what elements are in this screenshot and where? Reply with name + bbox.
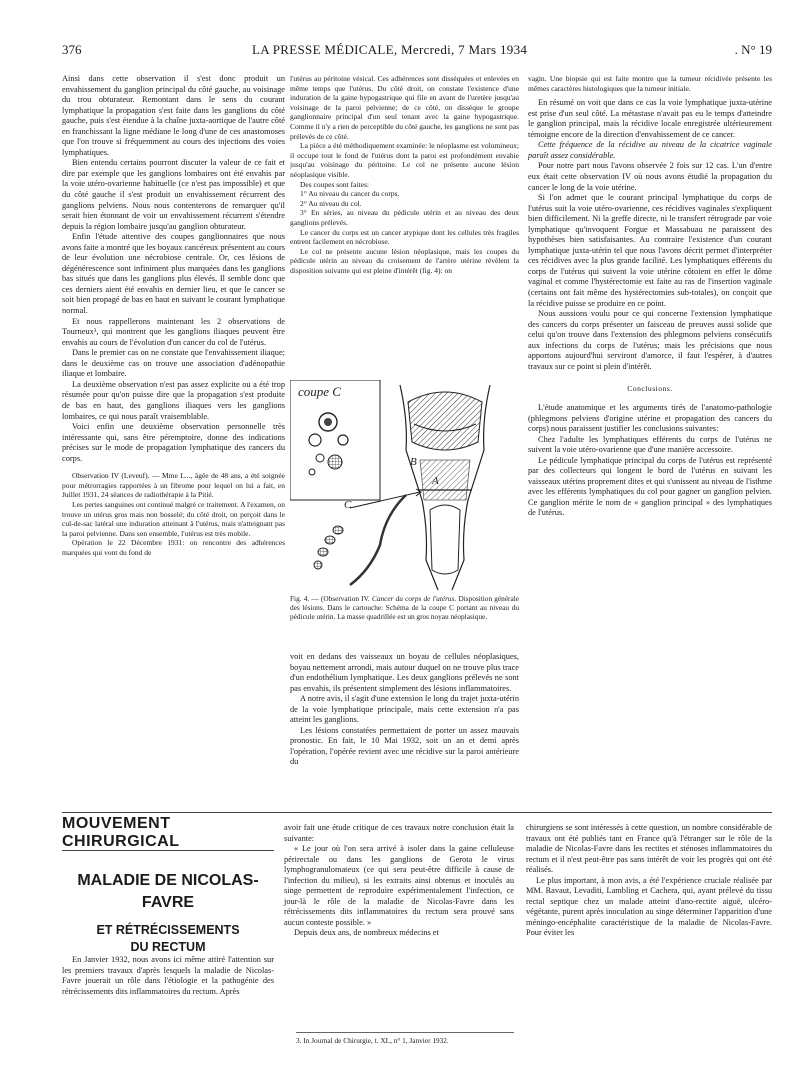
paragraph: avoir fait une étude critique de ces travaux notre conclusion était la suivante: xyxy=(284,823,514,843)
paragraph: Opération le 22 Décembre 1931: on rencontre des adhérences marquées qui vont du fond de xyxy=(62,538,285,557)
column-2 xyxy=(290,74,519,275)
paragraph: Et nous rappellerons maintenant les 2 observations de Tourneux³, qui montrent que les ganglions iliaques peuvent être envahis au cours de l'évolution d'un cancer du col de l'utérus. xyxy=(62,316,285,347)
paragraph: Le pédicule lymphatique principal du corps de l'utérus est représenté par des collecteurs qui longent le bord de l'utérus en suivant les vaisseaux utérins proprement dites et qui s'unissent au niveau de l'isthme avec les efférents lymphatiques du col pour gagner un ganglion pelvien. Ce ganglion mérite le nom de « ganglion principal » des lymphatiques de l'utérus. xyxy=(528,455,772,518)
paragraph: chirurgiens se sont intéressés à cette question, un nombre considérable de travaux ont été publiés tant en France qu'à l'étranger sur le rôle de la maladie de Nicolas-Favre dans les rectites et sténoses inflammatoires du rectum et il n'est peut-être pas sans intérêt de voir les progrès qui ont été réalisés. xyxy=(526,823,772,875)
journal-title: LA PRESSE MÉDICALE, Mercredi, 7 Mars 1934 xyxy=(252,42,528,57)
article-subtitle-2: DU RECTUM xyxy=(130,940,206,954)
label-b: B xyxy=(410,456,417,468)
paragraph: Le col ne présente aucune lésion néoplasique, mais les coupes du pédicule utérin au niveau du croisement de l'artère utérine révèlent la disposition suivante qui est pleine d'intérêt (fig. 4): on xyxy=(290,246,519,275)
label-a: A xyxy=(432,475,439,487)
paragraph: Nous aussions voulu pour ce qui concerne l'extension lymphatique des cancers du corps présenter un faisceau de preuves aussi solide que celui qu'on trouve dans l'extension des phlegmons pelviens consécutifs aux infections du corps de l'utérus; mais les précisions que nous apportons aujourd'hui serviront d'amorce, il faut l'espérer, à d'autres travaux sur ce point si plein d'intérêt. xyxy=(528,309,772,371)
paragraph: l'utérus au péritoine vésical. Ces adhérences sont disséquées et enlevées en même temps que l'utérus. Du côté droit, on constate l'existence d'une induration de la gaine hypogastrique qui file en avant de l'uretère jusqu'au voisinage de la paroi pelvienne; de ce côté, on dissèque le groupe ganglionnaire principal d'un seul tenant avec la gaine hypogastrique. Comme il n'y a rien de perceptible du côté gauche, les ganglions ne sont pas prélevés de ce côté. xyxy=(290,74,519,141)
paragraph: 1° Au niveau du cancer du corps. xyxy=(300,189,400,199)
paragraph: vagin. Une biopsie qui est faite montre que la tumeur récidivée présente les mêmes caractères histologiques que la tumeur initiale. xyxy=(528,74,772,93)
paragraph: Le plus important, à mon avis, a été l'expérience cruciale réalisée par MM. Ravaut, Levaditi, Lambling et Cachera, qui, ayant prélevé du tissu rectal septique chez un malade atteint d'ano-rectite aiguë, ulcéro-végétante, purent après inoculation au singe déterminer l'apparition d'une méningo-encéphalite caractéristique de la maladie de Nicolas-Favre. Pour éviter les xyxy=(526,875,772,938)
column-1 xyxy=(62,74,285,558)
paragraph: Bien entendu certains pourront discuter la valeur de ce fait et dire par exemple que les ganglions lombaires ont été envahis par la voie utéro-ovarienne habituelle (ce n'est pas impossible) et que du côté gauche il s'est produit un envahissement récurrent des ganglions pelviens. Nous nous contenterons de remarquer qu'il serait bien étonnant de voir un envahissement récurrent s'étendre depuis la région lombaire jusqu'au ganglion obturateur. xyxy=(62,158,285,231)
issue-number: . N° 19 xyxy=(734,42,772,57)
column-4 xyxy=(62,955,274,997)
paragraph: La deuxième observation n'est pas assez explicite ou a été trop résumée pour qu'on puisse dire que la propagation s'est produite de bas en haut, des ganglions iliaques vers les ganglions lombaires, ce qui nous paraît vraisemblable. xyxy=(62,379,285,421)
page-header xyxy=(62,42,772,62)
caption-title: Cancer du corps de l'utérus. xyxy=(371,594,457,603)
paragraph: Cette fréquence de la récidive au niveau de la cicatrice vaginale paraît assez considérable. xyxy=(528,140,772,160)
figure-caption xyxy=(290,594,519,621)
paragraph: Depuis deux ans, de nombreux médecins et xyxy=(294,928,439,938)
paragraph: A notre avis, il s'agit d'une extension le long du trajet juxta-utérin de la voie lymphatique principale, mais cette extension n'a pas atteint les ganglions. xyxy=(290,694,519,725)
observation-continued xyxy=(290,74,519,275)
section-divider xyxy=(62,812,772,813)
paragraph: Chez l'adulte les lymphatiques efférents du corps de l'utérus ne suivent la voie utéro-ovarienne que d'une manière accessoire. xyxy=(528,434,772,455)
paragraph: L'étude anatomique et les arguments tirés de l'anatomo-pathologie (phlegmons pelviens d'origine utérine et propagation des cancers du corps) nous paraissent justifier les conclusions suivantes: xyxy=(528,402,772,434)
paragraph: Ainsi dans cette observation il s'est donc produit un envahissement du ganglion principal du côté gauche, au voisinage du trou obturateur. Remontant dans le sens du courant lymphatique la propagation s'est faite dans les ganglions du côté gauche, puis s'est étendue à la chaîne juxta-aortique de l'autre côté en franchissant la ligne médiane le long d'une de ces anastomoses que l'on trouve si fréquemment au cours des injections des voies lymphatiques. xyxy=(62,74,285,157)
paragraph: « Le jour où l'on sera arrivé à isoler dans la gaine celluleuse périrectale ou dans les ganglions de Gerota le virus lymphogranulomateux (ce qui sera peut-être difficile à cause de l'infection du milieu), si les extraits ainsi obtenus et inoculés au singe permettent de reproduire expérimentalement l'infection, ce jour-là le rôle de la maladie de Nicolas-Favre dans les rétrécissements dits inflammatoires du rectum sera prouvé sans aucun conteste possible. » xyxy=(284,844,514,927)
article-title-block xyxy=(62,870,274,956)
label-c: C xyxy=(344,499,352,511)
footnote: 3. In Journal de Chirurgie, t. XL, n° 1, Janvier 1932. xyxy=(296,1032,514,1045)
article-title: MALADIE DE NICOLAS-FAVRE xyxy=(77,872,259,911)
paragraph: Dans le premier cas on ne constate que l'envahissement iliaque; dans le deuxième cas on trouve une association d'adénopathie iliaque et lombaire. xyxy=(62,348,285,379)
article-subtitle-1: ET RÉTRÉCISSEMENTS xyxy=(96,923,240,937)
paragraph: Enfin l'étude attentive des coupes ganglionnaires que nous avons faite a montré que les boyaux cancéreux présentent au cours de leur évolution une nécrobiose centrale. Or, ces lésions de dégénérescence sont infiniment plus marquées dans les ganglions bas situés que dans les ganglions plus élevés. Il semble donc que ces derniers aient été envahis en dernier lieu, et que le cancer se soit bien propagé de bas en haut en suivant le courant lymphatique normal. xyxy=(62,232,285,316)
column-2-bottom xyxy=(290,652,519,768)
paragraph: Des coupes sont faites: xyxy=(300,179,369,189)
page-number: 376 xyxy=(62,42,82,57)
paragraph: Le cancer du corps est un cancer atypique dont les cellules très fragiles entrent facilement en nécrobiose. xyxy=(290,227,519,247)
paragraph: Les lésions constatées permettaient de porter un assez mauvais pronostic. En fait, le 10 Mai 1932, soit un an et demi après l'opération, l'opérée revient avec une récidive sur la paroi antérieure du xyxy=(290,725,519,767)
paragraph: Les pertes sanguines ont continué malgré ce traitement. A l'examen, on trouve un utérus gros mais non bosselé; du côté droit, on perçoit dans le cul-de-sac latéral une induration atteinant à l'utérus, mais n'atteignant pas la paroi pelvienne. Dans son ensemble, l'utérus est très mobile. xyxy=(62,500,285,538)
column-5 xyxy=(284,823,514,939)
observation-block xyxy=(62,471,285,557)
uterus-diagram xyxy=(290,380,519,592)
paragraph: La pièce a été méthodiquement examinée: le néoplasme est volumineux; il occupe tout le fond de l'utérus dont la paroi est profondément envahie jusqu'au voisinage du péritoine. Le col ne présente aucune lésion néoplasique visible. xyxy=(290,141,519,179)
paragraph: Pour notre part nous l'avons observée 2 fois sur 12 cas. L'un d'entre eux était cette observation IV où nous avons étudié la propagation du cancer le long de la voie utérine. xyxy=(528,161,772,192)
paragraph: Si l'on admet que le courant principal lymphatique du corps de l'utérus suit la voie utéro-ovarienne, ces récidives vaginales s'expliquent bien difficilement. Ni la greffe directe, ni le transfert rétrograde par voie lymphatique qu'invoquent Forgue et Massabuau ne paraissent des hypothèses bien satisfaisantes. Au contraire l'existence d'un courant lymphatique juxta-utérin tel que nous l'avons décrit permet d'interpréter ces récidives avec la plus grande facilité. Les lymphatiques efférents du corps de l'utérus qui suivent la voie utérine côtoient en effet le dôme vaginal et comme l'hystérectomie est faite au ras de l'insertion vaginale (certains ont fait même des hystérectomies sub-totales), on conçoit que la récidive puisse se produire en ce point. xyxy=(528,193,772,308)
figure-4 xyxy=(290,380,519,592)
paragraph: En Janvier 1932, nous avons ici même attiré l'attention sur les premiers travaux d'après lesquels la maladie de Nicolas-Favre jouerait un rôle dans l'étiologie et la pathogénie des rétrécissements dits inflammatoires du rectum. Après xyxy=(62,955,274,996)
paragraph: 2° Au niveau du col. xyxy=(300,198,362,208)
paragraph: 3° En séries, au niveau du pédicule utérin et au niveau des deux ganglions prélevés. xyxy=(290,208,519,227)
caption-prefix: Fig. 4. — (Observation IV. xyxy=(290,594,372,603)
column-6 xyxy=(526,823,772,939)
paragraph: Voici enfin une deuxième observation personnelle très intéressante qui, sans être péremptoire, donne des indications précises sur le mode de propagation lymphatique des cancers du corps. xyxy=(62,422,285,463)
section-heading: MOUVEMENT CHIRURGICAL xyxy=(62,816,274,851)
column-3 xyxy=(528,74,772,519)
coupe-c-label: coupe C xyxy=(298,384,341,399)
paragraph: Observation IV (Leveuf). — Mme L..., âgée de 48 ans, a été soignée pour métrorragies rapportées à un fibrome pour lequel on lui a fait, en Juillet 1931, 24 séances de radiothérapie à la Pitié. xyxy=(62,471,285,500)
caption-text: Disposition générale des lésions. Dans le cartouche: Schéma de la coupe C portant au niveau du pédicule utérin. La masse quadrillée est un gros noyau néoplasique. xyxy=(290,594,519,621)
paragraph: En résumé on voit que dans ce cas la voie lymphatique juxta-utérine est prise d'un seul côté. La métastase n'avait pas eu le temps d'atteindre le ganglion principal, mais la récidive locale enregistrée ultérieurement témoigne encore de la direction d'envahissement de ce cancer. xyxy=(528,98,772,139)
conclusions-heading: Conclusions. xyxy=(627,384,673,394)
paragraph: voit en dedans des vaisseaux un boyau de cellules néoplasiques, boyau nettement arrondi, mais autour duquel on ne trouve plus trace d'un endothélium lymphatique. Les deux ganglions prélevés ne sont pas envahis, ils présentent simplement des lésions inflammatoires. xyxy=(290,652,519,693)
